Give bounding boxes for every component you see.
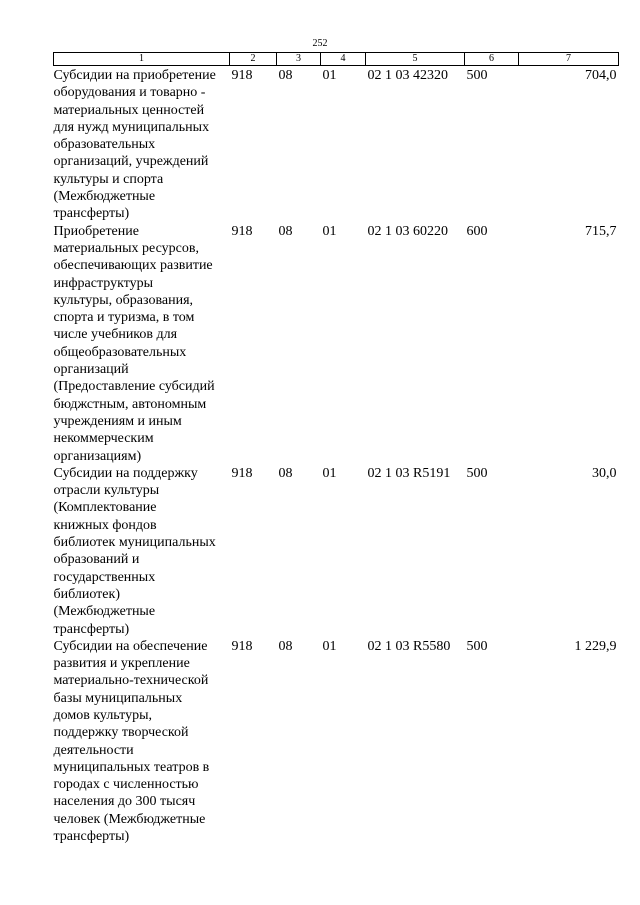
ministry-code: 918 xyxy=(231,465,253,481)
ministry-code: 918 xyxy=(231,223,253,239)
expense-type-code: 600 xyxy=(466,223,488,239)
expense-type-code: 500 xyxy=(466,68,488,83)
expense-name: Субсидии на приобретение оборудования и товарно - материальных ценностей для нужд муниципальных образовательных организаций, учреждений культуры и спорта (Межбюджетные трансферты) xyxy=(53,68,216,222)
amount-value: 715,7 xyxy=(585,223,617,239)
section-code: 08 xyxy=(278,68,293,83)
table-body xyxy=(54,66,619,846)
expense-name: Приобретение материальных ресурсов, обеспечивающих развитие инфраструктуры культуры, образования, спорта и туризма, в том числе учебников для общеобразовательных организаций (Предоставление субсидий бюджстным, автономным учреждениям и иным некоммерческим организациям) xyxy=(53,223,215,464)
target-article-code: 02 1 03 42320 xyxy=(367,68,448,83)
table-row xyxy=(54,223,619,465)
column-number-5: 5 xyxy=(366,53,465,66)
target-article-code: 02 1 03 60220 xyxy=(367,223,448,239)
expense-name: Субсидии на поддержку отрасли культуры (Комплектование книжных фондов библиотек муниципальных образований и государственных библиотек) (Межбюджетные трансферты) xyxy=(53,465,216,637)
table-row xyxy=(54,465,619,638)
section-code: 08 xyxy=(278,465,293,481)
column-number-2: 2 xyxy=(230,53,277,66)
expense-type-code: 500 xyxy=(466,465,488,481)
column-number-7: 7 xyxy=(519,53,619,66)
target-article-code: 02 1 03 R5191 xyxy=(367,465,451,481)
section-code: 08 xyxy=(278,638,293,654)
subsection-code: 01 xyxy=(322,223,337,239)
ministry-code: 918 xyxy=(231,638,253,654)
expense-name: Субсидии на обеспечение развития и укрепление материально-технической базы муниципальных домов культуры, поддержку творческой деятельности муниципальных театров в городах с численностью населения до 300 тысяч человек (Межбюджетные трансферты) xyxy=(53,638,210,845)
ministry-code: 918 xyxy=(231,68,253,83)
subsection-code: 01 xyxy=(322,638,337,654)
column-number-6: 6 xyxy=(465,53,519,66)
budget-table xyxy=(53,52,619,845)
section-code: 08 xyxy=(278,223,293,239)
table-row xyxy=(54,66,619,223)
target-article-code: 02 1 03 R5580 xyxy=(367,638,451,654)
column-number-row xyxy=(54,53,619,66)
table-header xyxy=(54,53,619,66)
table-row xyxy=(54,638,619,846)
amount-value: 30,0 xyxy=(592,465,617,481)
column-number-3: 3 xyxy=(277,53,321,66)
subsection-code: 01 xyxy=(322,465,337,481)
page-number: 252 xyxy=(312,38,328,49)
column-number-4: 4 xyxy=(321,53,366,66)
amount-value: 1 229,9 xyxy=(574,638,617,654)
subsection-code: 01 xyxy=(322,68,337,83)
column-number-1: 1 xyxy=(54,53,230,66)
expense-type-code: 500 xyxy=(466,638,488,654)
amount-value: 704,0 xyxy=(585,68,617,83)
